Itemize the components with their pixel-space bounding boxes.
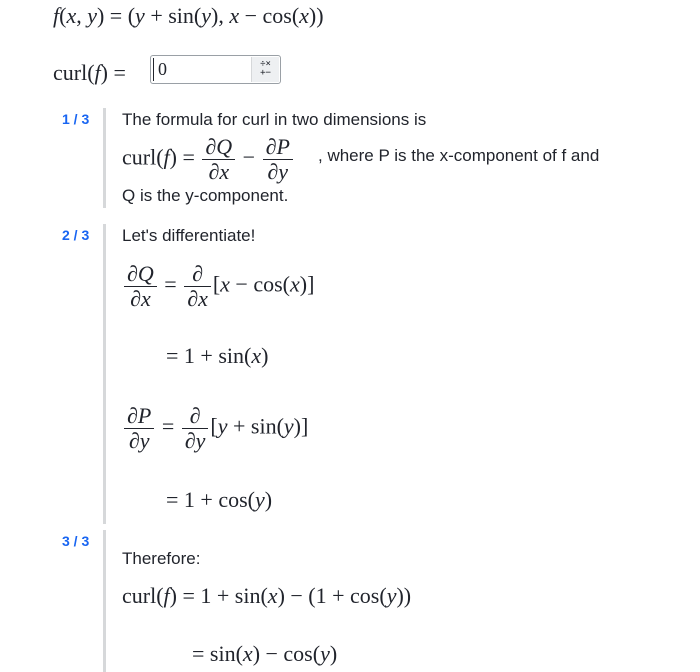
- step-2-dq-dx: $\frac{\partial Q}{\partial x}$ = $\frac{\partial}{\partial x}$ [x − cos(x)]: [122, 262, 314, 311]
- step-3-line2: = sin(x) − cos(y): [192, 641, 338, 666]
- step-2-rail: [103, 224, 106, 524]
- step-1-text-after: , where P is the x-component of f and: [318, 146, 600, 165]
- step-3-intro: Therefore:: [122, 549, 201, 568]
- answer-label: curl(f) =: [53, 60, 126, 85]
- step-1-text-line2: Q is the y-component.: [122, 186, 289, 205]
- answer-input[interactable]: [153, 58, 260, 81]
- step-2-intro: Let's differentiate!: [122, 226, 256, 245]
- step-1-intro: The formula for curl in two dimensions is: [122, 110, 427, 129]
- step-1-formula: curl(f) = $\frac{\partial Q}{\partial x}$ − $\frac{\partial P}{\partial y}$: [122, 135, 295, 184]
- step-3-label: 3 / 3: [62, 533, 90, 549]
- step-3-line1: curl(f) = 1 + sin(x) − (1 + cos(y)): [122, 583, 412, 608]
- step-2-label: 2 / 3: [62, 227, 90, 243]
- function-definition: f(x, y) = (y + sin(y), x − cos(x)): [53, 3, 324, 28]
- step-2-dp-dy: $\frac{\partial P}{\partial y}$ = $\frac{\partial}{\partial y}$ [y + sin(y)]: [122, 404, 308, 453]
- step-1-label: 1 / 3: [62, 111, 90, 127]
- step-2-dp-dy-result: = 1 + cos(y): [166, 487, 273, 512]
- keypad-icon[interactable]: ÷× +−: [251, 57, 279, 82]
- step-3-rail: [103, 530, 106, 672]
- answer-input-box[interactable]: [150, 55, 281, 84]
- step-2-dq-dx-result: = 1 + sin(x): [166, 343, 269, 368]
- step-1-rail: [103, 108, 106, 208]
